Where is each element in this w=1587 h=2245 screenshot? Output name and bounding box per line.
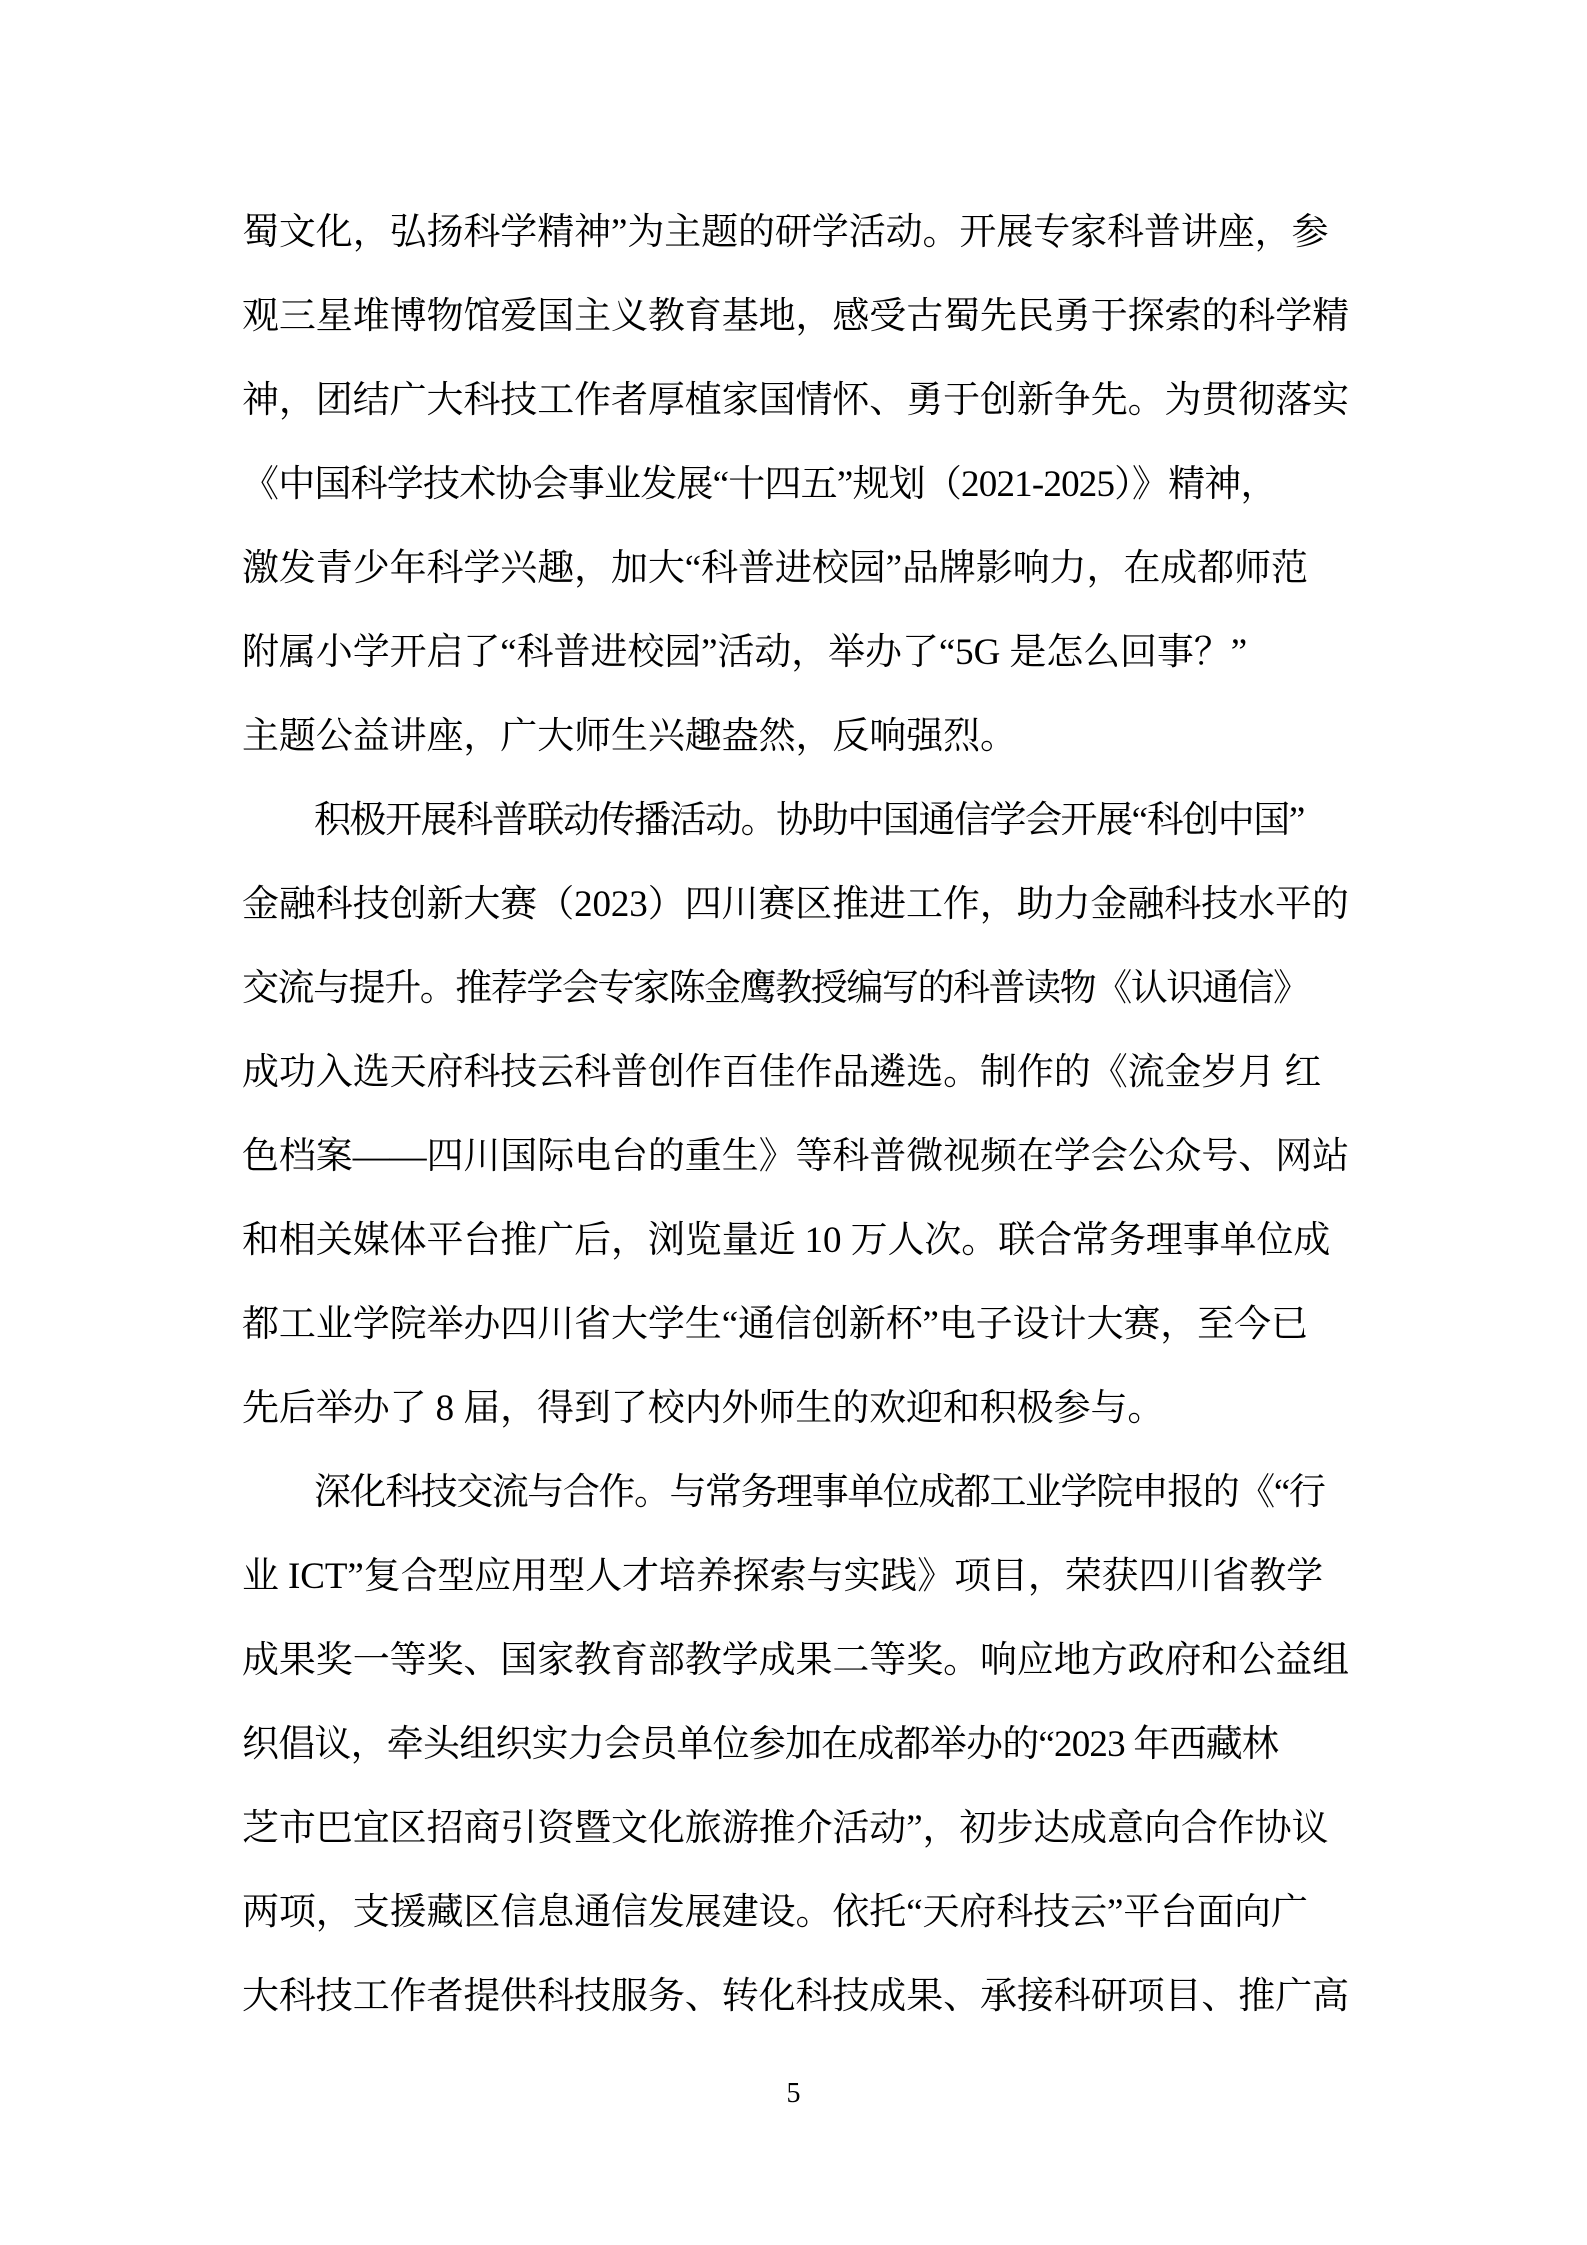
text-line: 大科技工作者提供科技服务、转化科技成果、承接科研项目、推广高 [242, 1976, 1349, 2017]
paragraph-2 [242, 779, 1349, 1451]
text-line: 先后举办了 8 届，得到了校内外师生的欢迎和积极参与。 [242, 1388, 1165, 1429]
text-line: 两项，支援藏区信息通信发展建设。依托“天府科技云”平台面向广 [242, 1892, 1308, 1933]
text-line: 金融科技创新大赛（2023）四川赛区推进工作，助力金融科技水平的 [242, 884, 1349, 925]
paragraph-1 [242, 191, 1349, 779]
text-line: 附属小学开启了“科普进校园”活动，举办了“5G 是怎么回事？” [242, 632, 1248, 673]
text-line: 和相关媒体平台推广后，浏览量近 10 万人次。联合常务理事单位成 [242, 1220, 1331, 1261]
text-line: 芝市巴宜区招商引资暨文化旅游推介活动”，初步达成意向合作协议 [242, 1808, 1329, 1849]
text-body [242, 191, 1349, 2039]
text-line: 深化科技交流与合作。与常务理事单位成都工业学院申报的《“行 [314, 1472, 1325, 1513]
text-line: 激发青少年科学兴趣，加大“科普进校园”品牌影响力，在成都师范 [242, 548, 1308, 589]
text-line: 蜀文化，弘扬科学精神”为主题的研学活动。开展专家科普讲座，参 [242, 212, 1329, 253]
text-line: 《中国科学技术协会事业发展“十四五”规划（2021-2025）》精神， [242, 464, 1277, 505]
text-line: 主题公益讲座，广大师生兴趣盎然，反响强烈。 [242, 716, 1017, 757]
text-line: 成果奖一等奖、国家教育部教学成果二等奖。响应地方政府和公益组 [242, 1640, 1349, 1681]
page-footer [0, 2076, 1587, 2112]
text-line: 交流与提升。推荐学会专家陈金鹰教授编写的科普读物《认识通信》 [242, 968, 1309, 1009]
text-line: 成功入选天府科技云科普创作百佳作品遴选。制作的《流金岁月 红 [242, 1052, 1322, 1093]
text-line: 都工业学院举办四川省大学生“通信创新杯”电子设计大赛，至今已 [242, 1304, 1308, 1345]
paragraph-3 [242, 1451, 1349, 2039]
text-line: 神，团结广大科技工作者厚植家国情怀、勇于创新争先。为贯彻落实 [242, 380, 1349, 421]
text-line: 业 ICT”复合型应用型人才培养探索与实践》项目，荣获四川省教学 [242, 1556, 1324, 1597]
text-line: 积极开展科普联动传播活动。协助中国通信学会开展“科创中国” [314, 800, 1304, 841]
text-line: 观三星堆博物馆爱国主义教育基地，感受古蜀先民勇于探索的科学精 [242, 296, 1349, 337]
text-line: 织倡议，牵头组织实力会员单位参加在成都举办的“2023 年西藏林 [242, 1724, 1279, 1765]
text-line: 色档案——四川国际电台的重生》等科普微视频在学会公众号、网站 [242, 1136, 1349, 1177]
page-number: 5 [786, 2078, 801, 2109]
